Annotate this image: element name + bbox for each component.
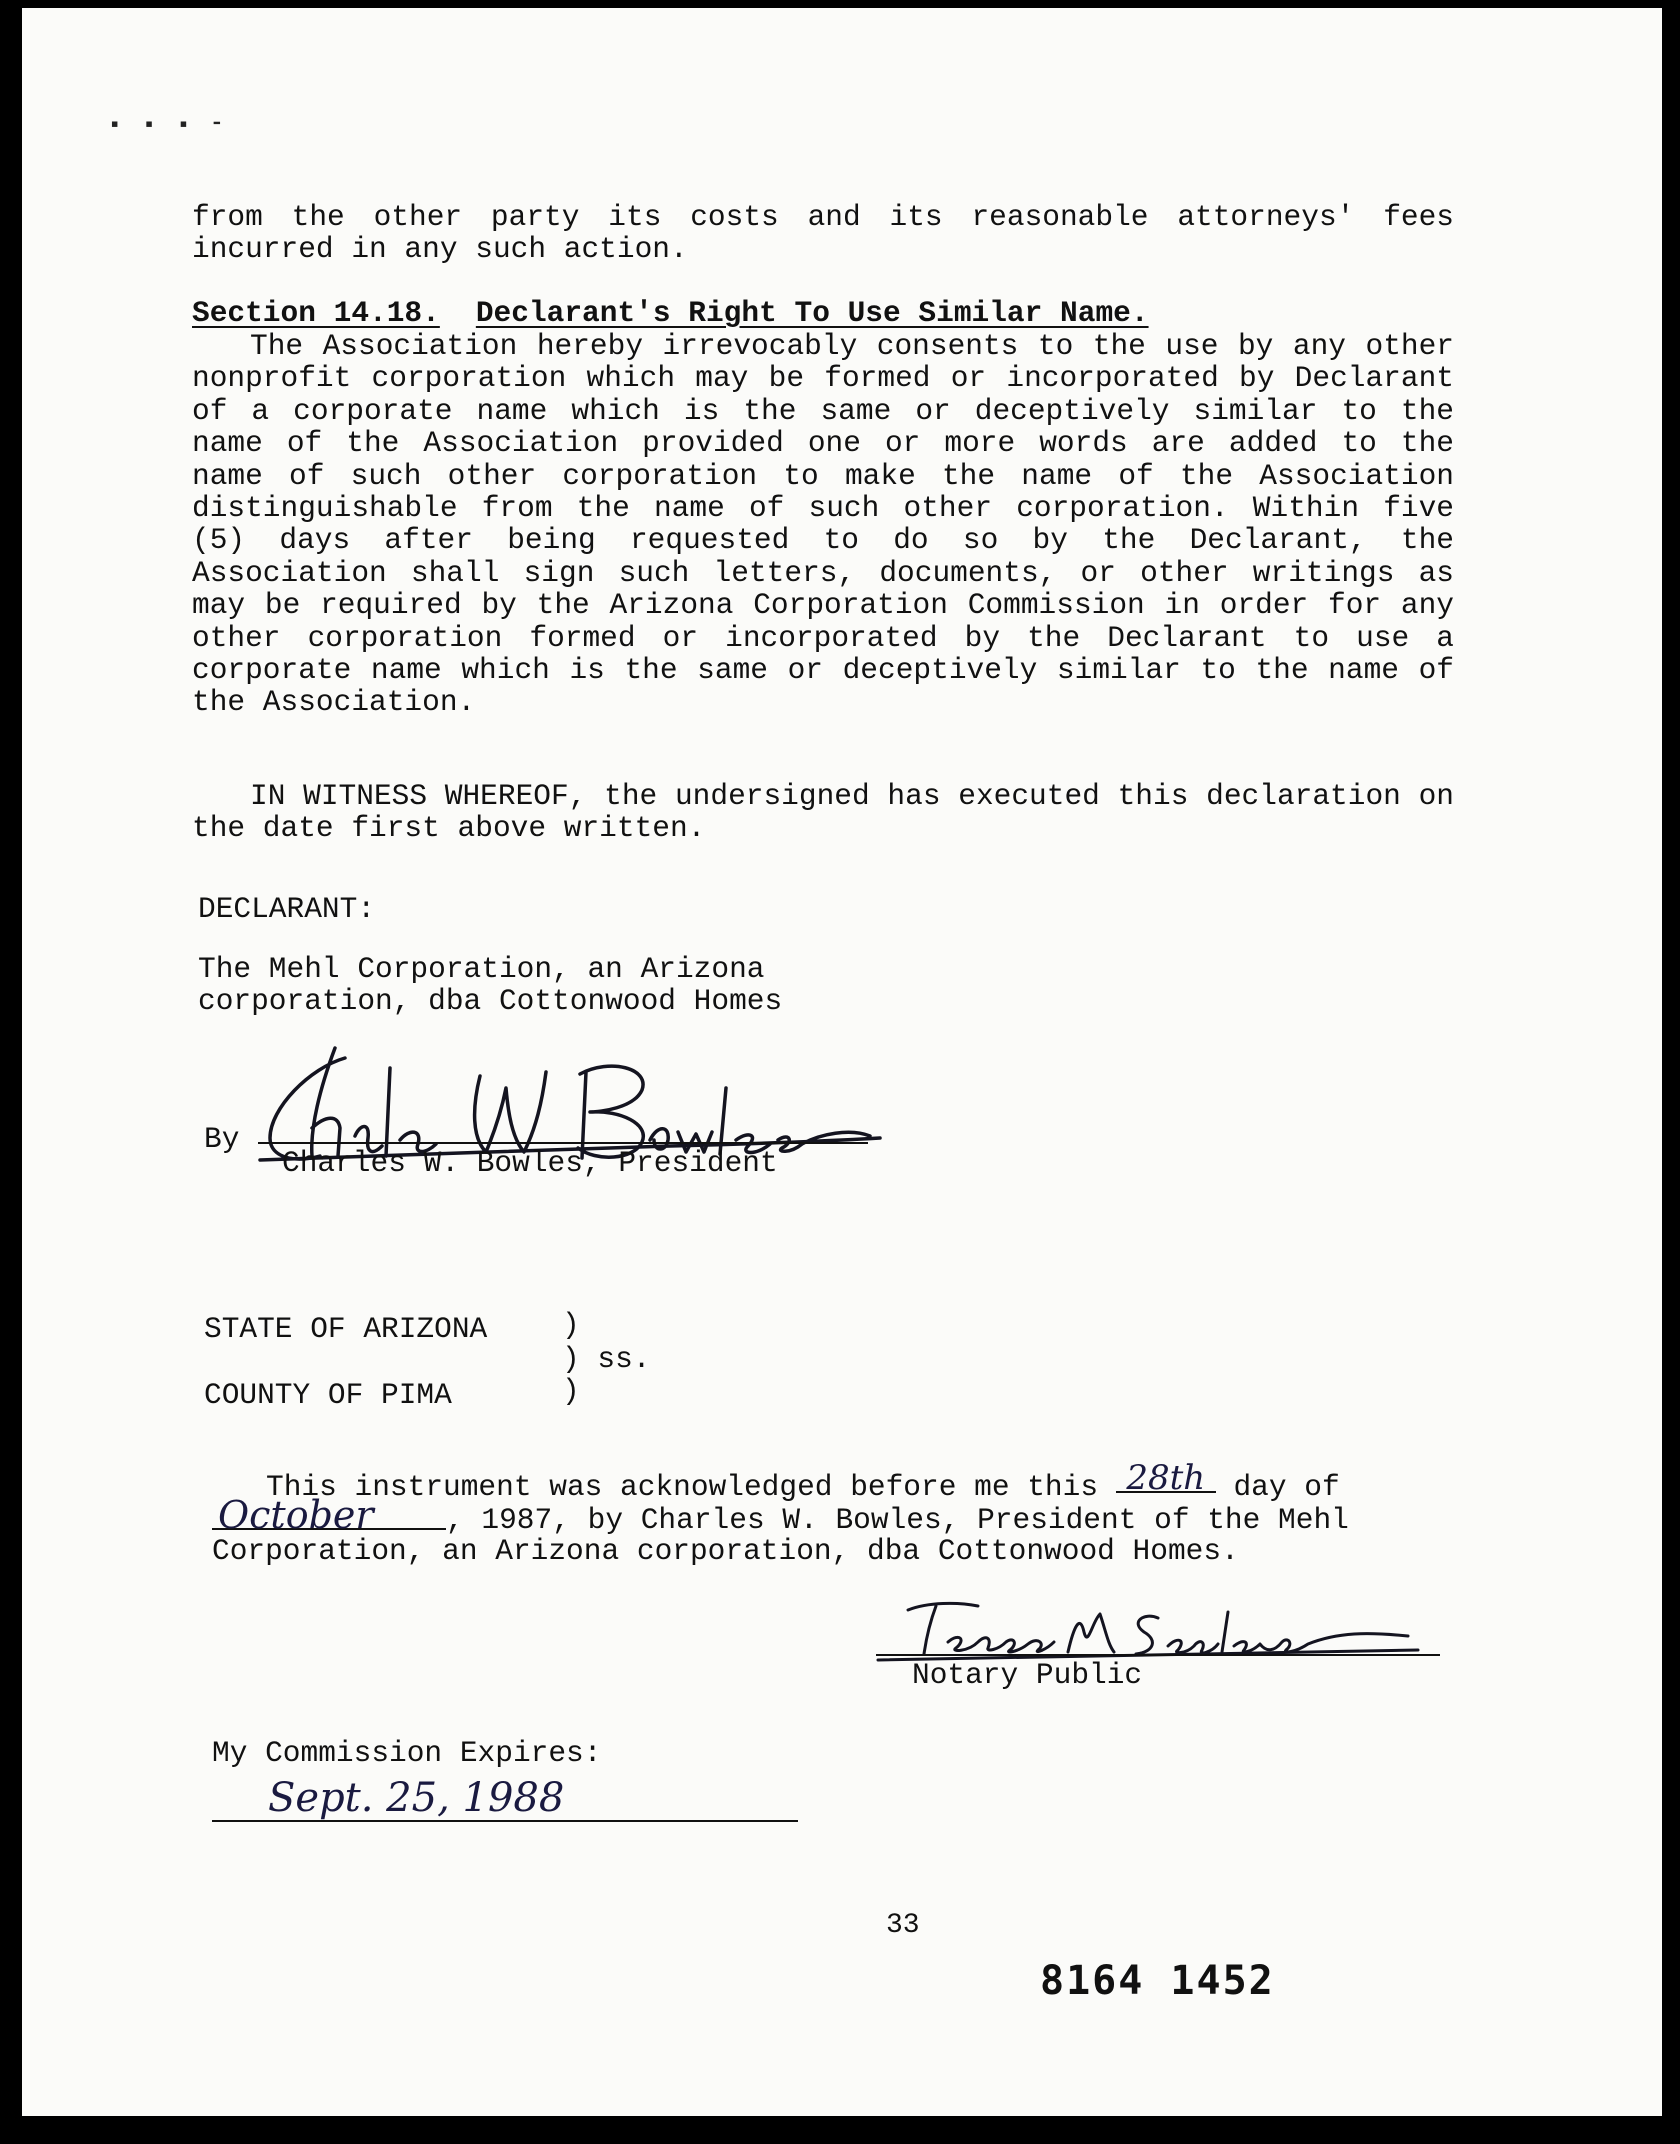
declarant-name-line1: The Mehl Corporation, an Arizona — [198, 952, 765, 986]
document-page — [22, 8, 1662, 2116]
commission-label: My Commission Expires: — [212, 1736, 602, 1770]
by-label: By — [204, 1122, 240, 1156]
declarant-label: DECLARANT: — [198, 892, 376, 926]
ack-month-handwritten: October — [212, 1502, 446, 1530]
venue-paren-bottom: ) — [562, 1374, 580, 1408]
ack-line2 — [212, 1493, 1349, 1537]
declarant-name-line2: corporation, dba Cottonwood Homes — [198, 984, 783, 1018]
venue-paren-top: ) — [562, 1308, 580, 1342]
continuation-paragraph: from the other party its costs and its reasonable attorneys' fees incurred in any such action. — [192, 200, 1454, 267]
ack-text-part3: , 1987, by Charles W. Bowles, President of the Mehl — [446, 1503, 1349, 1537]
venue-state: STATE OF ARIZONA — [204, 1312, 488, 1346]
ack-text-part1: This instrument was acknowledged before me this — [266, 1470, 1099, 1504]
section-body: The Association hereby irrevocably consents to the use by any other nonprofit corporation which may be formed or incorporated by Declarant of a corporate name which is the same or deceptively similar to the name of the Association provided one or more words are added to the name of such other corporation to make the name of the Association distinguishable from the name of such other corporation. Within five (5) days after being requested to do so by the Declarant, the Association shall sign such letters, documents, or other writings as may be required by the Arizona Corporation Commission in order for any other corporation formed or incorporated by the Declarant to use a corporate name which is the same or deceptively similar to the name of the Association. — [192, 329, 1454, 720]
signer-signature-line — [258, 1142, 868, 1144]
section-heading — [192, 296, 1149, 330]
page-number: 33 — [886, 1910, 920, 1941]
ack-text-part2: day of — [1233, 1470, 1340, 1504]
commission-date-line — [212, 1776, 798, 1822]
venue-ss: ) ss. — [562, 1342, 651, 1376]
venue-county: COUNTY OF PIMA — [204, 1378, 452, 1412]
notary-label: Notary Public — [912, 1658, 1143, 1692]
section-number: Section 14.18. — [192, 296, 440, 330]
witness-paragraph: IN WITNESS WHEREOF, the undersigned has executed this declaration on the date first above written. — [192, 779, 1454, 846]
commission-date-handwritten: Sept. 25, 1988 — [212, 1776, 798, 1822]
document-number: 8164 1452 — [1040, 1958, 1275, 2004]
signer-name-title: Charles W. Bowles, President — [282, 1146, 778, 1180]
ack-day-handwritten: 28th — [1116, 1465, 1216, 1493]
section-title: Declarant's Right To Use Similar Name. — [475, 296, 1149, 330]
ack-line1 — [266, 1458, 1340, 1504]
scan-specks: ▪ ▪ ▪ ⁃ — [108, 113, 227, 138]
ack-line3: Corporation, an Arizona corporation, dba Cottonwood Homes. — [212, 1534, 1239, 1568]
notary-signature-line — [876, 1654, 1440, 1656]
